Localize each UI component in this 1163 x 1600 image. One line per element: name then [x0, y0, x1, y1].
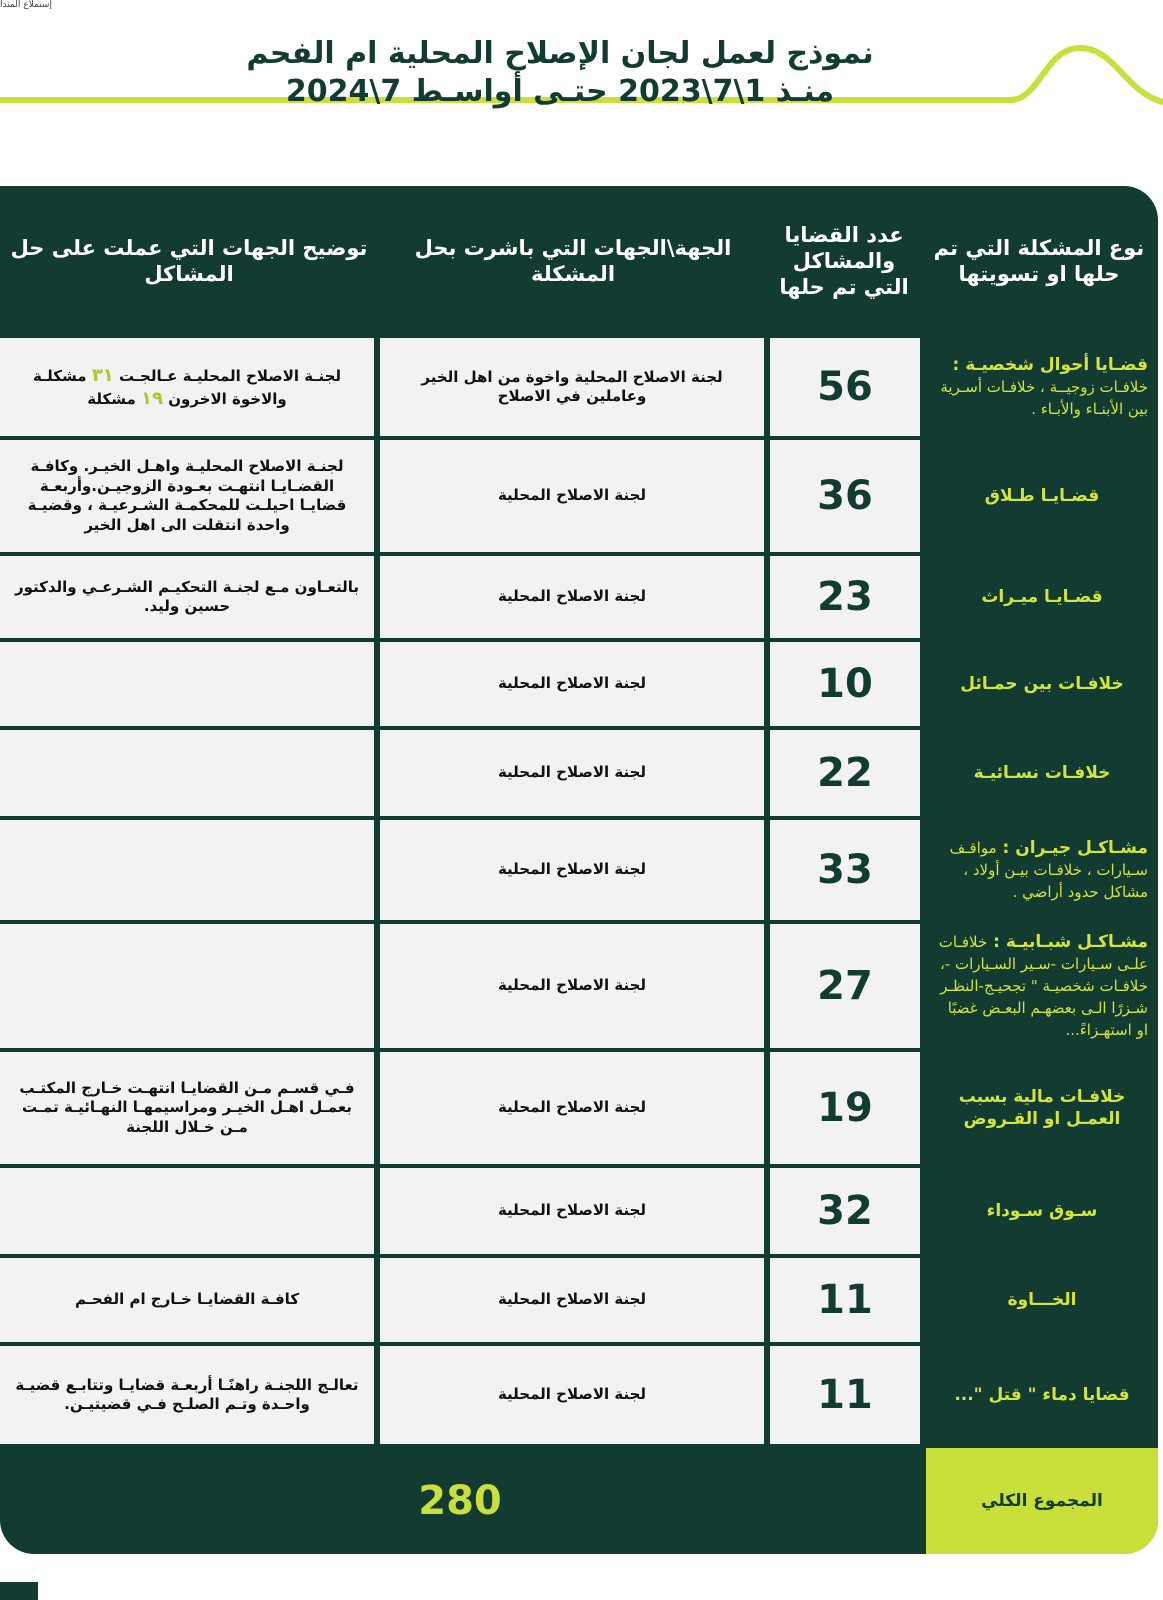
row-notes-part: والاخوة الاخرون: [168, 390, 287, 408]
row-entity: لجنة الاصلاح المحلية واخوة من اهل الخير وعاملين في الاصلاح: [380, 338, 764, 436]
row-count: 11: [770, 1258, 920, 1342]
header-type: نوع المشكلة التي تم حلها او تسويتها: [933, 235, 1145, 286]
total-value: 280: [418, 1478, 502, 1524]
row-type-title: مشـاكـل جيـران :: [1002, 837, 1148, 858]
row-type: [926, 820, 1158, 920]
row-type-title: قضـايا أحوال شخصيـة :: [952, 354, 1148, 375]
row-count: 27: [770, 924, 920, 1048]
row-count: 22: [770, 730, 920, 816]
row-entity: لجنة الاصلاح المحلية: [380, 1346, 764, 1444]
row-notes: [0, 820, 374, 920]
row-notes-part: لجنـة الاصلاح المحليـة عـالجـت: [119, 366, 342, 385]
row-type: خلافـات مالية بسبب العمـل او القـروض: [926, 1052, 1158, 1164]
row-entity: لجنة الاصلاح المحلية: [380, 1168, 764, 1254]
row-count: 11: [770, 1346, 920, 1444]
row-type-detail: خلافـات زوجيــة ، خلافـات أسـرية بين الأبنـاء والأبـاء .: [940, 377, 1148, 419]
row-count: 10: [770, 642, 920, 726]
row-entity: لجنة الاصلاح المحلية: [380, 924, 764, 1048]
corner-mark: [0, 1582, 38, 1600]
row-type: [926, 924, 1158, 1048]
row-notes: فـي قسـم مـن القضايـا انتهـت خـارج المكتـب بعمـل اهـل الخيـر ومراسيمهـا النهـائيـة تمـت مـن خـلال اللجنة: [0, 1052, 374, 1164]
row-notes-part: مشكلـة: [32, 366, 87, 385]
row-entity: لجنة الاصلاح المحلية: [380, 820, 764, 920]
row-count: 32: [770, 1168, 920, 1254]
row-notes: كافـة القضايـا خـارج ام الفحـم: [0, 1258, 374, 1342]
total-label: المجموع الكلي: [926, 1448, 1158, 1554]
row-entity: لجنة الاصلاح المحلية: [380, 642, 764, 726]
row-entity: لجنة الاصلاح المحلية: [380, 1052, 764, 1164]
row-count: 23: [770, 556, 920, 638]
header-notes: توضيح الجهات التي عملت على حل المشاكل: [10, 235, 368, 286]
row-entity: لجنة الاصلاح المحلية: [380, 730, 764, 816]
row-entity: لجنة الاصلاح المحلية: [380, 556, 764, 638]
header-count: عدد القضايا والمشاكل التي تم حلها: [779, 222, 909, 300]
row-type: [926, 338, 1158, 436]
row-notes: [0, 730, 374, 816]
row-count: 19: [770, 1052, 920, 1164]
row-type: قضـايـا طـلاق: [926, 440, 1158, 552]
row-type: خلافـات نسـائيـة: [926, 730, 1158, 816]
page-title: نموذج لعمل لجان الإصلاح المحلية ام الفحم: [246, 36, 874, 71]
row-notes-number: ٣١: [91, 364, 114, 386]
row-notes: تعالـج اللجنـة راهنًـا أربعـة قضايـا وتتابـع قضيـة واحـدة وتـم الصلـح فـي قضيتيـن.: [0, 1346, 374, 1444]
row-notes: [0, 1168, 374, 1254]
row-count: 56: [770, 338, 920, 436]
row-entity: لجنة الاصلاح المحلية: [380, 440, 764, 552]
row-type: قضايا دماء " قتل "...: [926, 1346, 1158, 1444]
cases-table: [0, 186, 1158, 1554]
row-count: 33: [770, 820, 920, 920]
row-count: 36: [770, 440, 920, 552]
row-notes: [0, 642, 374, 726]
row-notes: لجنـة الاصلاح المحليـة واهـل الخيـر. وكافـة القضـايـا انتهـت بعـودة الزوجيـن.وأربعـة قضايـا احيلـت للمحكمـة الشـرعيـة ، وقضيـة واحدة انتقلت الى اهل الخير: [0, 440, 374, 552]
row-notes-number: ١٩: [141, 388, 163, 409]
row-type: قضـايـا ميـراث: [926, 556, 1158, 638]
row-notes: [0, 338, 374, 436]
page-subtitle-dates: منـذ 1\7\2023 حتـى أواسـط 7\2024: [285, 74, 835, 109]
row-type-title: مشـاكـل شبـابيـة :: [993, 931, 1148, 952]
row-type-detail: خلافـات علـى سـيارات -سـير السـيارات -، خلافـات شخصيـة " تجحيـج-النظـر شـزرًا الـى بعضهـم البعـض غضبًا او استهـزاءً...: [938, 932, 1148, 1040]
row-type: سـوق سـوداء: [926, 1168, 1158, 1254]
row-entity: لجنة الاصلاح المحلية: [380, 1258, 764, 1342]
row-notes: بالتعـاون مـع لجنـة التحكيـم الشـرعـي والدكتور حسين وليد.: [0, 556, 374, 638]
row-notes: [0, 924, 374, 1048]
row-notes-part: مشكلة: [87, 390, 136, 408]
row-type-detail: مواقـف سـيارات ، خلافـات بيـن أولاد ، مشاكل حدود أراضي .: [949, 838, 1148, 902]
header-entity: الجهة\الجهات التي باشرت بحل المشكلة: [414, 235, 732, 286]
row-type: خلافـات بين حمـائل: [926, 642, 1158, 726]
corner-note: إستملاع المندا: [0, 0, 52, 10]
row-type: الخـــاوة: [926, 1258, 1158, 1342]
